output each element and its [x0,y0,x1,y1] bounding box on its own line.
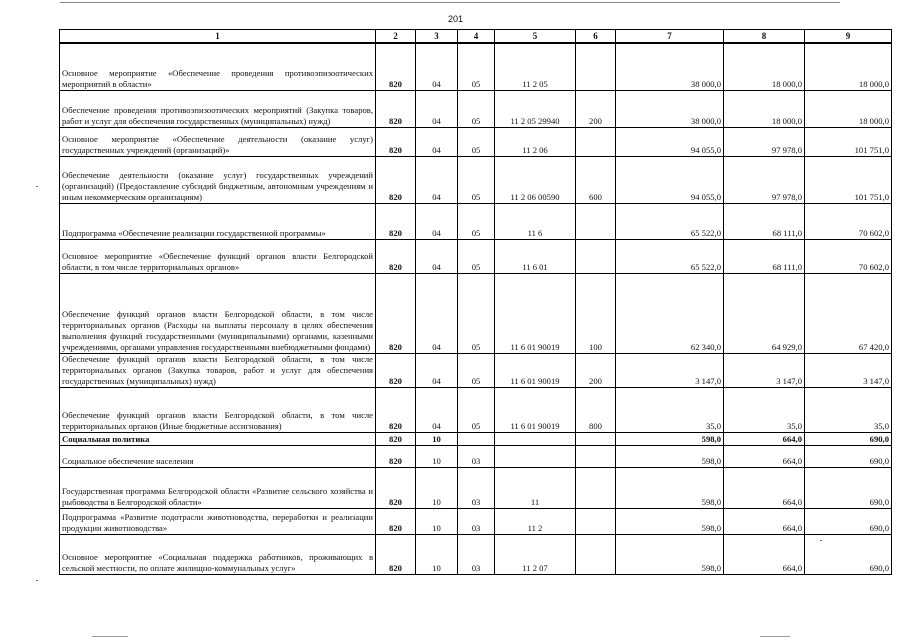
row-section: 04 [416,274,458,354]
row-amount-col7: 62 340,0 [616,274,724,354]
row-subsection: 05 [458,128,495,157]
row-name: Социальное обеспечение населения [60,446,376,468]
table-row [60,468,892,509]
row-subsection: 05 [458,157,495,204]
row-amount-col7: 94 055,0 [616,128,724,157]
row-amount-col9: 18 000,0 [805,43,892,91]
row-amount-col9: 690,0 [805,433,892,446]
row-name: Обеспечение деятельности (оказание услуг) государственных учреждений (организаций) (Предоставление субсидий бюджетным, автономным учреждениям и иным некоммерческим организациям) [60,157,376,204]
page-bottom-mark [92,636,128,637]
row-amount-col9: 35,0 [805,388,892,433]
table-header-row [60,30,892,44]
table-row [60,446,892,468]
row-expense-type [576,509,616,535]
row-section: 10 [416,446,458,468]
row-subsection: 05 [458,274,495,354]
row-grbs: 820 [376,468,416,509]
row-grbs: 820 [376,128,416,157]
row-target-article: 11 2 [495,509,576,535]
row-amount-col7: 598,0 [616,535,724,575]
row-amount-col7: 65 522,0 [616,204,724,240]
row-target-article: 11 6 [495,204,576,240]
row-amount-col9: 101 751,0 [805,128,892,157]
row-expense-type [576,204,616,240]
row-subsection: 03 [458,509,495,535]
row-section: 04 [416,157,458,204]
row-amount-col7: 38 000,0 [616,43,724,91]
header-col-8: 8 [724,30,805,44]
row-expense-type: 200 [576,354,616,388]
row-grbs: 820 [376,204,416,240]
row-name: Основное мероприятие «Обеспечение деятельности (оказание услуг) государственных учреждений (организаций)» [60,128,376,157]
row-amount-col7: 3 147,0 [616,354,724,388]
table-row [60,535,892,575]
header-col-6: 6 [576,30,616,44]
row-name: Обеспечение функций органов власти Белгородской области, в том числе территориальных органов (Иные бюджетные ассигнования) [60,388,376,433]
row-target-article: 11 6 01 90019 [495,354,576,388]
row-amount-col9: 3 147,0 [805,354,892,388]
row-expense-type [576,468,616,509]
row-section: 04 [416,43,458,91]
scan-speck [36,186,38,187]
table-row [60,433,892,446]
table-row [60,128,892,157]
row-target-article: 11 2 05 [495,43,576,91]
row-amount-col9: 690,0 [805,535,892,575]
header-col-5: 5 [495,30,576,44]
row-target-article: 11 2 06 [495,128,576,157]
row-amount-col9: 101 751,0 [805,157,892,204]
row-amount-col9: 690,0 [805,509,892,535]
row-subsection: 05 [458,43,495,91]
row-expense-type [576,446,616,468]
row-amount-col7: 598,0 [616,433,724,446]
row-amount-col9: 67 420,0 [805,274,892,354]
page-bottom-mark [760,636,790,637]
row-amount-col7: 65 522,0 [616,240,724,274]
row-subsection: 05 [458,354,495,388]
row-section: 10 [416,433,458,446]
row-grbs: 820 [376,535,416,575]
table-row [60,91,892,128]
row-expense-type [576,535,616,575]
row-name: Подпрограмма «Развитие подотрасли животноводства, переработки и реализации продукции животноводства» [60,509,376,535]
row-grbs: 820 [376,509,416,535]
table-row [60,157,892,204]
row-grbs: 820 [376,354,416,388]
budget-table [59,29,892,575]
row-name: Обеспечение функций органов власти Белгородской области, в том числе территориальных органов (Расходы на выплаты персоналу в целях обеспечения выполнения функций государственными (муниципальными) органами, казенными учреждениями, органами управления государственными внебюджетными фондами) [60,274,376,354]
row-amount-col9: 70 602,0 [805,204,892,240]
row-target-article: 11 2 06 00590 [495,157,576,204]
row-section: 10 [416,535,458,575]
row-subsection: 05 [458,388,495,433]
table-row [60,509,892,535]
table-row [60,204,892,240]
row-subsection: 05 [458,91,495,128]
row-name: Основное мероприятие «Обеспечение проведения противоэпизоотических мероприятий в области» [60,43,376,91]
table-row [60,388,892,433]
row-amount-col8: 35,0 [724,388,805,433]
row-subsection: 05 [458,240,495,274]
row-subsection: 03 [458,535,495,575]
row-target-article: 11 2 05 29940 [495,91,576,128]
row-section: 04 [416,240,458,274]
row-amount-col8: 18 000,0 [724,43,805,91]
row-amount-col7: 38 000,0 [616,91,724,128]
row-name: Основное мероприятие «Обеспечение функций органов власти Белгородской области, в том числе территориальных органов» [60,240,376,274]
row-name: Обеспечение функций органов власти Белгородской области, в том числе территориальных органов (Закупка товаров, работ и услуг для обеспечения государственных (муниципальных) нужд) [60,354,376,388]
table-row [60,274,892,354]
row-expense-type: 800 [576,388,616,433]
row-amount-col7: 598,0 [616,446,724,468]
row-name: Социальная политика [60,433,376,446]
row-amount-col8: 97 978,0 [724,157,805,204]
row-section: 04 [416,388,458,433]
row-amount-col8: 97 978,0 [724,128,805,157]
row-expense-type [576,128,616,157]
row-grbs: 820 [376,446,416,468]
header-col-9: 9 [805,30,892,44]
scan-speck [36,580,38,581]
page-top-border [60,2,840,3]
row-amount-col8: 18 000,0 [724,91,805,128]
row-expense-type: 600 [576,157,616,204]
row-subsection: 05 [458,204,495,240]
row-amount-col8: 68 111,0 [724,240,805,274]
row-target-article: 11 6 01 [495,240,576,274]
row-amount-col8: 68 111,0 [724,204,805,240]
table-row [60,240,892,274]
row-name: Обеспечение проведения противоэпизоотических мероприятий (Закупка товаров, работ и услуг для обеспечения государственных (муниципальных) нужд) [60,91,376,128]
row-grbs: 820 [376,274,416,354]
header-col-7: 7 [616,30,724,44]
row-target-article: 11 [495,468,576,509]
row-name: Основное мероприятие «Социальная поддержка работников, проживающих в сельской местности, по оплате жилищно-коммунальных услуг» [60,535,376,575]
row-target-article: 11 6 01 90019 [495,388,576,433]
header-col-3: 3 [416,30,458,44]
header-col-2: 2 [376,30,416,44]
row-target-article [495,446,576,468]
row-amount-col8: 664,0 [724,535,805,575]
row-section: 10 [416,509,458,535]
row-grbs: 820 [376,240,416,274]
row-amount-col8: 664,0 [724,509,805,535]
row-amount-col7: 94 055,0 [616,157,724,204]
scan-speck [820,540,822,541]
row-amount-col8: 664,0 [724,446,805,468]
row-subsection: 03 [458,468,495,509]
header-col-1: 1 [60,30,376,44]
row-grbs: 820 [376,388,416,433]
row-grbs: 820 [376,43,416,91]
row-name: Подпрограмма «Обеспечение реализации государственной программы» [60,204,376,240]
row-expense-type [576,240,616,274]
row-target-article: 11 2 07 [495,535,576,575]
row-expense-type: 200 [576,91,616,128]
row-subsection [458,433,495,446]
row-section: 10 [416,468,458,509]
row-section: 04 [416,91,458,128]
row-amount-col7: 598,0 [616,468,724,509]
row-target-article: 11 6 01 90019 [495,274,576,354]
row-amount-col7: 35,0 [616,388,724,433]
row-expense-type: 100 [576,274,616,354]
row-amount-col8: 3 147,0 [724,354,805,388]
row-section: 04 [416,204,458,240]
row-amount-col8: 64 929,0 [724,274,805,354]
row-grbs: 820 [376,433,416,446]
row-expense-type [576,43,616,91]
row-grbs: 820 [376,91,416,128]
table-row [60,43,892,91]
page-number: 201 [448,14,464,24]
row-section: 04 [416,128,458,157]
row-amount-col9: 690,0 [805,468,892,509]
table-row [60,354,892,388]
row-amount-col9: 18 000,0 [805,91,892,128]
row-expense-type [576,433,616,446]
row-amount-col7: 598,0 [616,509,724,535]
row-name: Государственная программа Белгородской области «Развитие сельского хозяйства и рыбоводства в Белгородской области» [60,468,376,509]
row-grbs: 820 [376,157,416,204]
row-amount-col8: 664,0 [724,468,805,509]
row-target-article [495,433,576,446]
row-amount-col9: 690,0 [805,446,892,468]
header-col-4: 4 [458,30,495,44]
row-amount-col9: 70 602,0 [805,240,892,274]
row-section: 04 [416,354,458,388]
row-amount-col8: 664,0 [724,433,805,446]
row-subsection: 03 [458,446,495,468]
